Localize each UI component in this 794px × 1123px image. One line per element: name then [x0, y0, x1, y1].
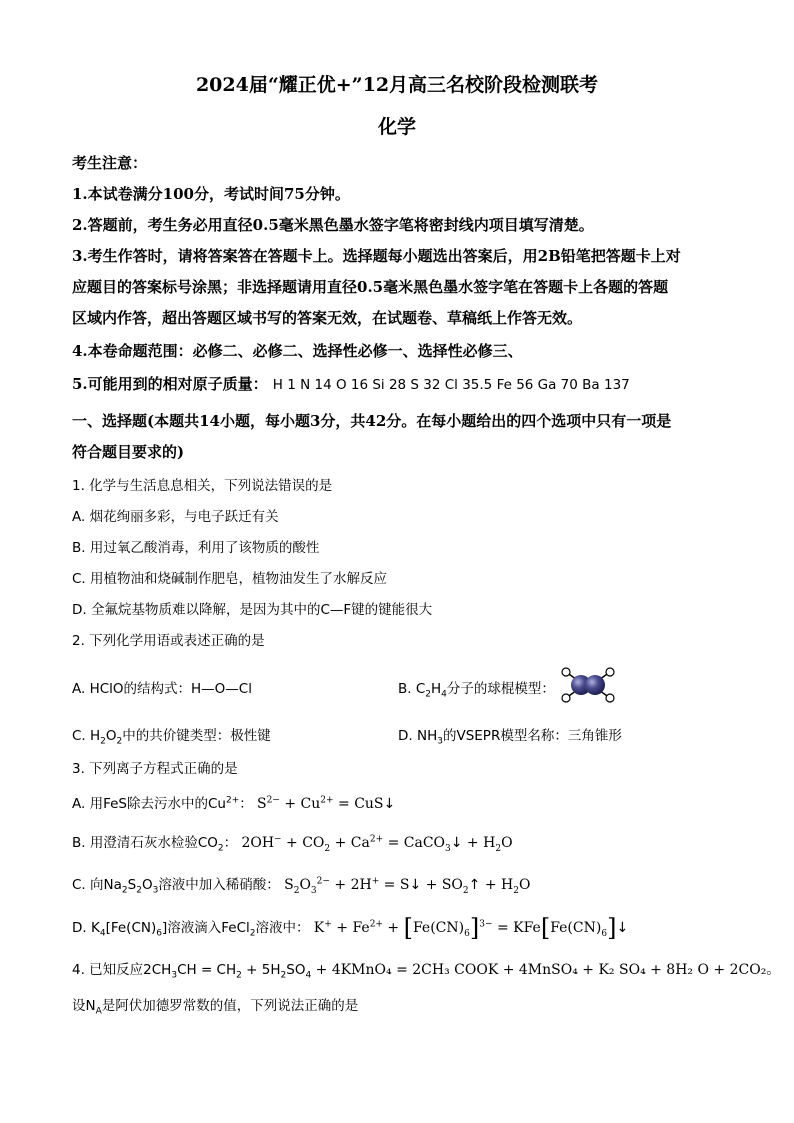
hydrogen-atom [562, 694, 570, 702]
carbon-atom [585, 675, 605, 695]
q3-b-equation: $2OH^- + CO_2 + Ca^{2+}$ = CaCO$_3$↓ + $H_2O$ [241, 834, 513, 854]
notice-5 [72, 373, 630, 394]
hydrogen-atom [606, 694, 614, 702]
notice-3-cont-2: 区域内作答，超出答题区域书写的答案无效，在试题卷、草稿纸上作答无效。 [72, 309, 583, 327]
q4-stem-line-2: 设$N_A$是阿伏加德罗常数的值，下列说法正确的是 [72, 998, 359, 1017]
q3-option-c: C. 向$Na_2S_2O_3$溶液中加入稀硝酸： $S_2O_3^{2-} + 2H^+$ = S↓ + $SO_2↑ + H_2O$ [72, 876, 531, 896]
notice-5-label: 5.可能用到的相对原子质量： [72, 375, 268, 393]
ball-stick-model-figure [560, 666, 616, 704]
atomic-masses: H 1 N 14 O 16 Si 28 S 32 Cl 35.5 Fe 56 Ga 70 Ba 137 [272, 377, 630, 393]
hydrogen-atom [606, 668, 614, 676]
q3-a-equation: $S^{2-} + Cu^{2+}$ = CuS↓ [257, 795, 396, 812]
q3-stem: 3. 下列离子方程式正确的是 [72, 761, 238, 777]
notice-2: 2.答题前，考生务必用直径0.5毫米黑色墨水签字笔将密封线内项目填写清楚。 [72, 216, 594, 234]
q3-option-d: D. $K_4[Fe(CN)_6]$溶液滴入FeCl$_2$溶液中： $K^+ + Fe^{2+} + [Fe(CN)_6]^{3-}$ = $KFe[Fe(CN)_6]↓$ [72, 914, 629, 942]
notice-1: 1.本试卷满分100分，考试时间75分钟。 [72, 185, 350, 203]
q3-c-equation: $S_2O_3^{2-} + 2H^+$ = S↓ + $SO_2↑ + H_2O$ [284, 876, 531, 896]
q1-option-b: B. 用过氧乙酸消毒，利用了该物质的酸性 [72, 540, 320, 556]
q3-option-a: A. 用FeS除去污水中的$Cu^{2+}$： $S^{2-} + Cu^{2+}$ = CuS↓ [72, 795, 396, 812]
section-1-heading: 一、选择题(本题共14小题，每小题3分，共42分。在每小题给出的四个选项中只有一项是 [72, 412, 672, 430]
exam-subject: 化学 [377, 116, 416, 138]
q1-option-d: D. 全氟烷基物质难以降解，是因为其中的C—F键的键能很大 [72, 602, 433, 618]
hydrogen-atom [562, 668, 570, 676]
q2-option-d: D. $NH_3$的VSEPR模型名称：三角锥形 [398, 728, 622, 747]
q1-option-c: C. 用植物油和烧碱制作肥皂，植物油发生了水解反应 [72, 571, 388, 587]
q2-stem: 2. 下列化学用语或表述正确的是 [72, 633, 265, 649]
q4-stem-line-1: 4. 已知反应$2CH_3CH = CH_2 + 5H_2SO_4$ + 4KMnO₄ = 2CH₃ COOK + 4MnSO₄ + K₂ SO₄ + 8H₂ O + 2CO₂。 [72, 962, 781, 981]
notice-heading: 考生注意： [72, 154, 148, 172]
q2-option-c: C. $H_2O_2$中的共价键类型：极性键 [72, 728, 271, 747]
exam-title: 2024届“耀正优+”12月高三名校阶段检测联考 [195, 74, 599, 96]
q1-option-a: A. 烟花绚丽多彩，与电子跃迁有关 [72, 509, 279, 525]
q1-stem: 1. 化学与生活息息相关，下列说法错误的是 [72, 478, 333, 494]
q3-d-equation: $K^+ + Fe^{2+} + [Fe(CN)_6]^{3-}$ = $KFe[Fe(CN)_6]↓$ [313, 914, 629, 942]
notice-3: 3.考生作答时，请将答案答在答题卡上。选择题每小题选出答案后，用2B铅笔把答题卡上对 [72, 247, 681, 265]
notice-4: 4.本卷命题范围：必修二、必修二、选择性必修一、选择性必修三、 [72, 342, 523, 360]
q2-option-a: A. HClO的结构式：H—O—Cl [72, 681, 252, 697]
q2-option-b: B. $C_2H_4$分子的球棍模型： [398, 681, 555, 700]
section-1-heading-cont: 符合题目要求的) [72, 443, 185, 461]
notice-3-cont-1: 应题目的答案标号涂黑；非选择题请用直径0.5毫米黑色墨水签字笔在答题卡上各题的答题 [72, 278, 669, 296]
q3-option-b: B. 用澄清石灰水检验$CO_2$： $2OH^- + CO_2 + Ca^{2+}$ = CaCO$_3$↓ + $H_2O$ [72, 834, 513, 854]
